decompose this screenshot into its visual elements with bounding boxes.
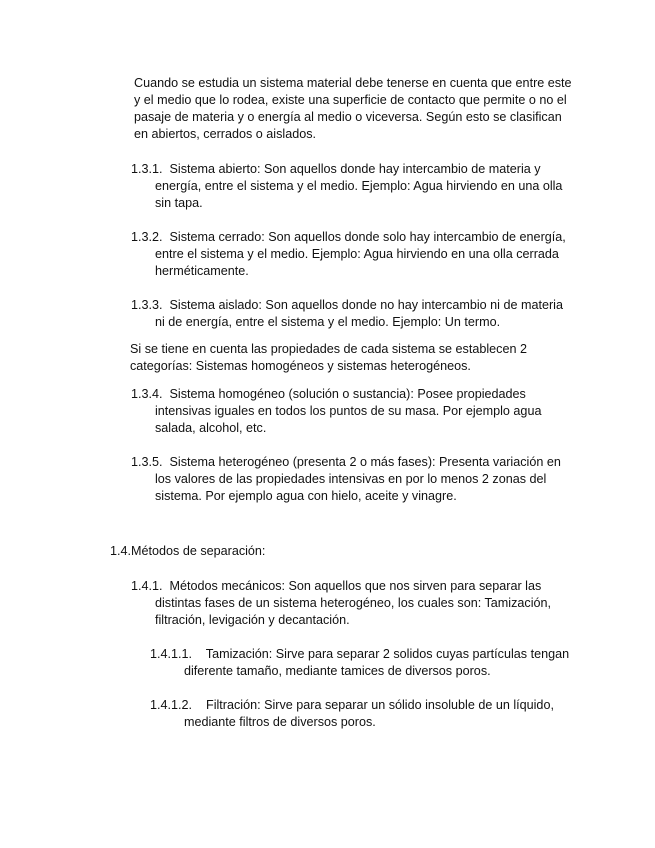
item-body: Sistema heterogéneo (presenta 2 o más fases): Presenta variación en los valores de las propiedades intensivas en por lo menos 2 zonas del sistema. Por ejemplo agua con hielo, aceite y vinagre. bbox=[155, 455, 561, 503]
item-number: 1.4.1. bbox=[131, 579, 163, 593]
item-1-4-1-2 bbox=[150, 697, 570, 731]
heading-text: Métodos de separación: bbox=[131, 544, 266, 558]
section-heading bbox=[110, 543, 265, 560]
item-text bbox=[131, 161, 571, 212]
item-number: 1.4.1.1. bbox=[150, 647, 193, 661]
item-body: Filtración: Sirve para separar un sólido insoluble de un líquido, mediante filtros de diversos poros. bbox=[184, 698, 554, 729]
item-text bbox=[131, 297, 571, 331]
item-number: 1.3.2. bbox=[131, 230, 163, 244]
item-1-4-1 bbox=[131, 578, 571, 629]
item-body: Sistema cerrado: Son aquellos donde solo hay intercambio de energía, entre el sistema y el medio. Ejemplo: Agua hirviendo en una olla cerrada herméticamente. bbox=[155, 230, 566, 278]
item-text bbox=[131, 386, 571, 437]
categories-paragraph: Si se tiene en cuenta las propiedades de cada sistema se establecen 2 categorías: Sistemas homogéneos y sistemas heterogéneos. bbox=[130, 342, 527, 373]
item-text bbox=[150, 646, 570, 680]
item-1-3-5 bbox=[131, 454, 571, 505]
item-1-3-4 bbox=[131, 386, 571, 437]
item-1-3-1 bbox=[131, 161, 571, 212]
heading-number: 1.4. bbox=[110, 544, 132, 558]
item-text bbox=[131, 578, 571, 629]
item-1-3-3 bbox=[131, 297, 571, 331]
item-number: 1.3.4. bbox=[131, 387, 163, 401]
item-text bbox=[131, 454, 571, 505]
item-1-3-2 bbox=[131, 229, 571, 280]
item-text bbox=[131, 229, 571, 280]
item-body: Tamización: Sirve para separar 2 solidos cuyas partículas tengan diferente tamaño, mediante tamices de diversos poros. bbox=[184, 647, 570, 678]
item-number: 1.3.1. bbox=[131, 162, 163, 176]
item-body: Métodos mecánicos: Son aquellos que nos sirven para separar las distintas fases de un sistema heterogéneo, los cuales son: Tamización, filtración, levigación y decantación. bbox=[155, 579, 551, 627]
item-number: 1.3.5. bbox=[131, 455, 163, 469]
item-body: Sistema homogéneo (solución o sustancia): Posee propiedades intensivas iguales en todos los puntos de su masa. Por ejemplo agua salada, alcohol, etc. bbox=[155, 387, 542, 435]
item-1-4-1-1 bbox=[150, 646, 570, 680]
item-body: Sistema aislado: Son aquellos donde no hay intercambio ni de materia ni de energía, entre el sistema y el medio. Ejemplo: Un termo. bbox=[155, 298, 563, 329]
item-number: 1.4.1.2. bbox=[150, 698, 193, 712]
item-body: Sistema abierto: Son aquellos donde hay intercambio de materia y energía, entre el sistema y el medio. Ejemplo: Agua hirviendo en una olla sin tapa. bbox=[155, 162, 563, 210]
item-text bbox=[150, 697, 570, 731]
intro-paragraph: Cuando se estudia un sistema material debe tenerse en cuenta que entre este y el medio que lo rodea, existe una superficie de contacto que permite o no el pasaje de materia y o energía al medio o viceversa. Según esto se clasifican en abiertos, cerrados o aislados. bbox=[134, 76, 572, 141]
item-number: 1.3.3. bbox=[131, 298, 163, 312]
